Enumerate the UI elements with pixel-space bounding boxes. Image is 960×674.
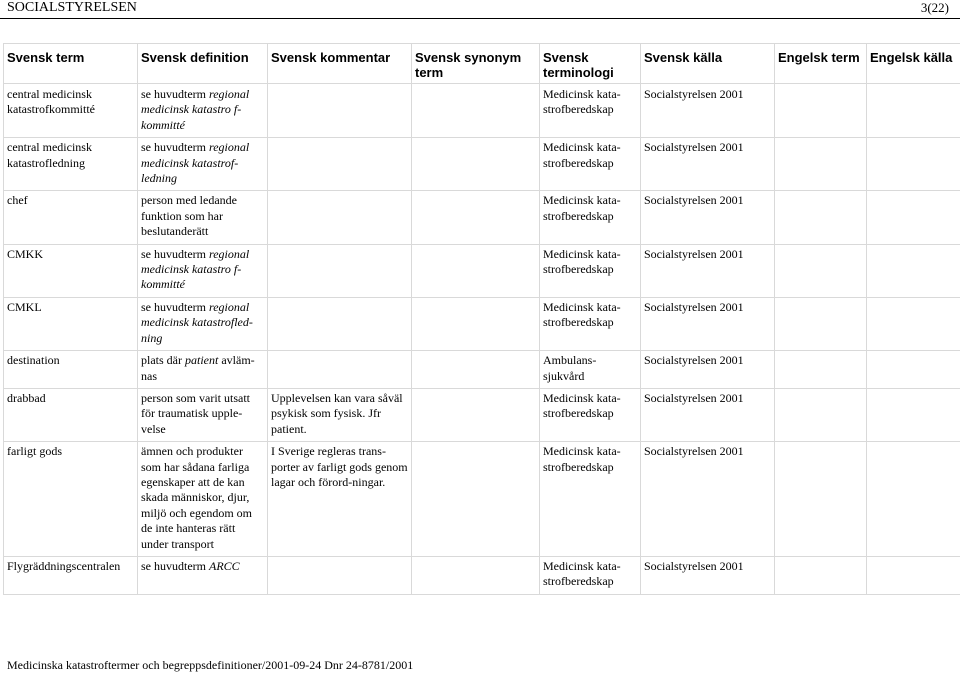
definition-text <box>141 87 264 133</box>
terminology-cell: Medicinsk kata-strofberedskap <box>540 556 641 594</box>
definition-text <box>141 140 264 186</box>
source-cell: Socialstyrelsen 2001 <box>641 191 775 244</box>
english-term-cell <box>775 388 867 441</box>
terminology-cell: Ambulans-sjukvård <box>540 351 641 389</box>
organization-name: SOCIALSTYRELSEN <box>7 0 137 15</box>
english-source-cell <box>867 442 960 557</box>
column-header: Svensk term <box>4 44 138 84</box>
synonym-cell <box>412 138 540 191</box>
synonym-cell <box>412 297 540 350</box>
table-row <box>4 244 960 297</box>
reference-term: regional medicinsk katastrofled-ning <box>141 299 253 345</box>
table-row <box>4 84 960 138</box>
page-number: 3(22) <box>920 0 949 15</box>
synonym-cell <box>412 388 540 441</box>
definition-text <box>141 559 264 574</box>
definition-text <box>141 353 264 384</box>
synonym-cell <box>412 84 540 138</box>
definition-text <box>141 193 264 239</box>
definition-cell <box>138 556 268 594</box>
source-cell: Socialstyrelsen 2001 <box>641 388 775 441</box>
english-source-cell <box>867 138 960 191</box>
definition-segment: se huvudterm <box>141 87 209 101</box>
comment-cell <box>268 84 412 138</box>
definition-cell <box>138 84 268 138</box>
comment-cell: I Sverige regleras trans-porter av farligt gods genom lagar och förord-ningar. <box>268 442 412 557</box>
english-term-cell <box>775 244 867 297</box>
term-cell: central medicinsk katastrofkommitté <box>4 84 138 138</box>
definition-cell <box>138 442 268 557</box>
column-header: Svensk källa <box>641 44 775 84</box>
english-term-cell <box>775 191 867 244</box>
reference-term: regional medicinsk katastro f-kommitté <box>141 246 250 292</box>
terminology-cell: Medicinsk kata-strofberedskap <box>540 442 641 557</box>
glossary-table <box>3 43 960 595</box>
table-row <box>4 442 960 557</box>
column-header: Svensk kommentar <box>268 44 412 84</box>
definition-text <box>141 391 264 437</box>
column-header: Engelsk källa <box>867 44 960 84</box>
comment-cell <box>268 556 412 594</box>
source-cell: Socialstyrelsen 2001 <box>641 351 775 389</box>
table-row <box>4 138 960 191</box>
term-cell: CMKK <box>4 244 138 297</box>
definition-segment: plats där <box>141 353 185 368</box>
definition-segment: person som varit utsatt för traumatisk upple-velse <box>141 390 250 436</box>
table-body <box>4 84 960 595</box>
comment-cell <box>268 244 412 297</box>
definition-segment: person med ledande funktion som har beslutanderätt <box>141 193 237 239</box>
source-cell: Socialstyrelsen 2001 <box>641 442 775 557</box>
definition-cell <box>138 138 268 191</box>
source-cell: Socialstyrelsen 2001 <box>641 84 775 138</box>
english-term-cell <box>775 138 867 191</box>
comment-cell <box>268 138 412 191</box>
term-cell: destination <box>4 351 138 389</box>
definition-segment: se huvudterm <box>141 246 209 261</box>
page-header <box>0 0 960 20</box>
terminology-cell: Medicinsk kata-strofberedskap <box>540 388 641 441</box>
comment-cell: Upplevelsen kan vara såväl psykisk som fysisk. Jfr patient. <box>268 388 412 441</box>
source-cell: Socialstyrelsen 2001 <box>641 244 775 297</box>
english-source-cell <box>867 556 960 594</box>
english-term-cell <box>775 351 867 389</box>
reference-term: ARCC <box>209 558 240 573</box>
term-cell: chef <box>4 191 138 244</box>
table-row <box>4 351 960 389</box>
table-header-row <box>4 44 960 84</box>
definition-text <box>141 300 264 346</box>
definition-cell <box>138 388 268 441</box>
reference-term: regional medicinsk katastrof-ledning <box>141 140 250 186</box>
definition-text <box>141 247 264 293</box>
english-source-cell <box>867 191 960 244</box>
term-cell: drabbad <box>4 388 138 441</box>
table-row <box>4 191 960 244</box>
english-source-cell <box>867 351 960 389</box>
terminology-cell: Medicinsk kata-strofberedskap <box>540 191 641 244</box>
source-cell: Socialstyrelsen 2001 <box>641 297 775 350</box>
source-cell: Socialstyrelsen 2001 <box>641 138 775 191</box>
column-header: Engelsk term <box>775 44 867 84</box>
definition-segment: ämnen och produkter som har sådana farliga egenskaper att de kan skada människor, djur, miljö och egendom om de inte hanteras rätt under transport <box>141 444 252 551</box>
column-header: Svensk synonym term <box>412 44 540 84</box>
reference-term: patient <box>185 353 219 368</box>
source-cell: Socialstyrelsen 2001 <box>641 556 775 594</box>
synonym-cell <box>412 442 540 557</box>
document-footer: Medicinska katastroftermer och begreppsdefinitioner/2001-09-24 Dnr 24-8781/2001 <box>7 658 414 672</box>
definition-segment: se huvudterm <box>141 140 209 155</box>
definition-text <box>141 444 264 552</box>
synonym-cell <box>412 351 540 389</box>
definition-segment: avläm-nas <box>141 353 255 383</box>
synonym-cell <box>412 191 540 244</box>
table-row <box>4 297 960 350</box>
definition-segment: se huvudterm <box>141 558 209 573</box>
comment-cell <box>268 297 412 350</box>
english-source-cell <box>867 297 960 350</box>
table-row <box>4 388 960 441</box>
terminology-cell: Medicinsk kata-strofberedskap <box>540 84 641 138</box>
english-source-cell <box>867 84 960 138</box>
synonym-cell <box>412 556 540 594</box>
definition-cell <box>138 297 268 350</box>
synonym-cell <box>412 244 540 297</box>
english-term-cell <box>775 556 867 594</box>
table-row <box>4 556 960 594</box>
header-rule <box>0 18 960 19</box>
column-header: Svensk terminologi <box>540 44 641 84</box>
terminology-cell: Medicinsk kata-strofberedskap <box>540 244 641 297</box>
term-cell: CMKL <box>4 297 138 350</box>
definition-cell <box>138 244 268 297</box>
english-term-cell <box>775 84 867 138</box>
english-term-cell <box>775 297 867 350</box>
terminology-cell: Medicinsk kata-strofberedskap <box>540 297 641 350</box>
english-source-cell <box>867 388 960 441</box>
definition-segment: se huvudterm <box>141 299 209 314</box>
terminology-cell: Medicinsk kata-strofberedskap <box>540 138 641 191</box>
comment-cell <box>268 351 412 389</box>
reference-term: regional medicinsk katastro f-kommitté <box>141 87 250 132</box>
term-cell: Flygräddningscentralen <box>4 556 138 594</box>
term-cell: central medicinsk katastrofledning <box>4 138 138 191</box>
definition-cell <box>138 191 268 244</box>
column-header: Svensk definition <box>138 44 268 84</box>
comment-cell <box>268 191 412 244</box>
definition-cell <box>138 351 268 389</box>
english-source-cell <box>867 244 960 297</box>
english-term-cell <box>775 442 867 557</box>
term-cell: farligt gods <box>4 442 138 557</box>
